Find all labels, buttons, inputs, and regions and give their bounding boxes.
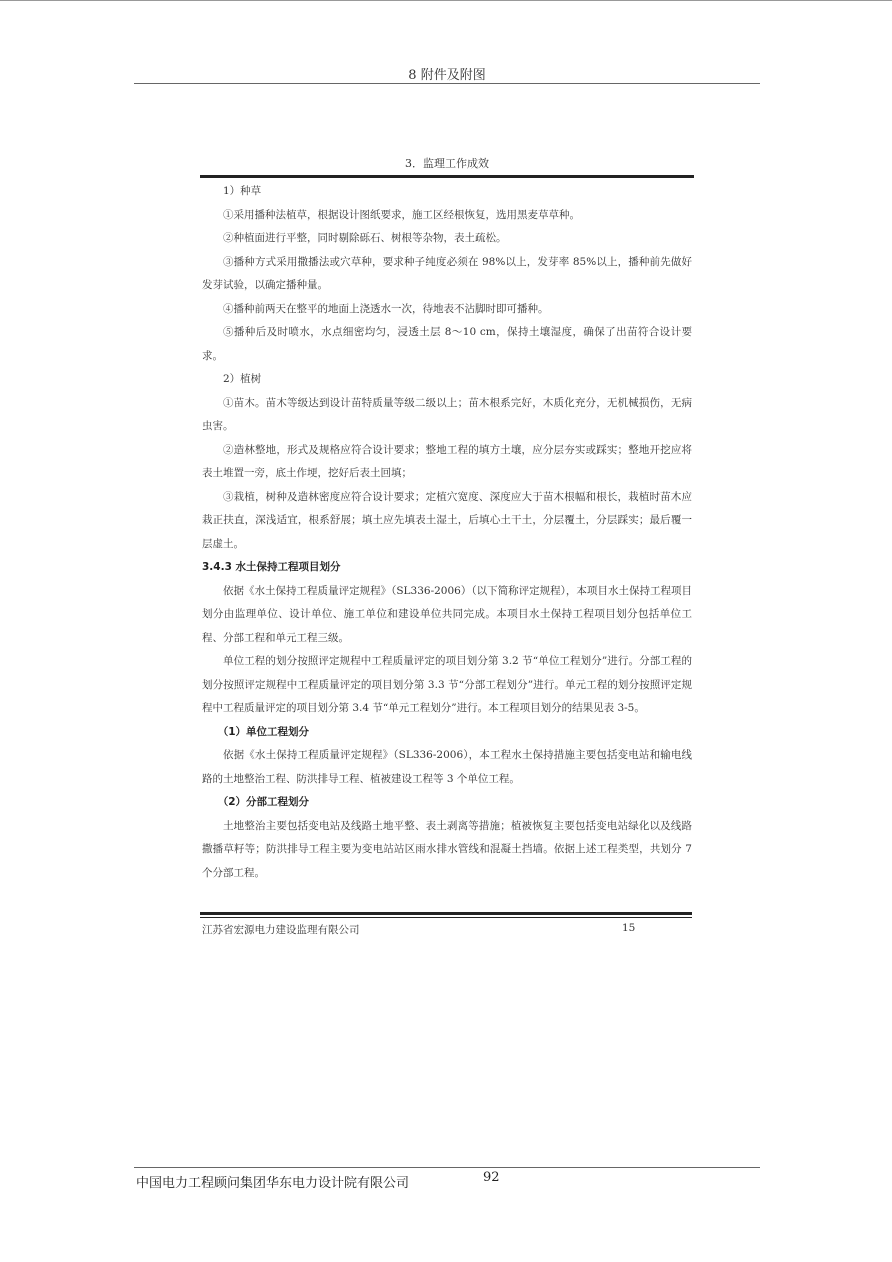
paragraph: ④播种前两天在整平的地面上浇透水一次，待地表不沾脚时即可播种。 — [223, 302, 549, 315]
paragraph: ⑤播种后及时喷水，水点细密均匀，浸透土层 8～10 cm，保持土壤湿度，确保了出苗符合设计要求。 — [202, 326, 692, 362]
header-rule — [134, 83, 760, 84]
footer-rule — [134, 1167, 760, 1168]
paragraph: 土地整治主要包括变电站及线路土地平整、表土剥离等措施；植被恢复主要包括变电站绿化以及线路撒播草籽等；防洪排导工程主要为变电站站区雨水排水管线和混凝土挡墙。依据上述工程类型，共划分 7 个分部工程。 — [202, 819, 692, 879]
paragraph: ①采用播种法植草，根据设计图纸要求，施工区经根恢复，选用黑麦草草种。 — [223, 208, 580, 221]
inner-page-content — [202, 180, 692, 885]
footer-page-number: 92 — [483, 1170, 500, 1185]
paragraph: 单位工程的划分按照评定规程中工程质量评定的项目划分第 3.2 节“单位工程划分”进行。分部工程的划分按照评定规程中工程质量评定的项目划分第 3.3 节“分部工程划分”进行。单元工程的划分按照评定规程中工程质量评定的项目划分第 3.4 节“单元工程划分”进行。本工程项目划分的结果见表 3-5。 — [202, 655, 692, 714]
paragraph: ②种植面进行平整，同时剔除砾石、树根等杂物，表土疏松。 — [223, 232, 507, 244]
inner-footer-rule-thin — [200, 917, 692, 918]
paragraph: ②造林整地，形式及规格应符合设计要求；整地工程的填方土壤，应分层夯实或踩实；整地开挖应将表土堆置一旁，底土作埂，挖好后表土回填； — [202, 443, 692, 479]
inner-footer-page-number: 15 — [622, 922, 636, 934]
section-heading: 3.4.3 水土保持工程项目划分 — [202, 561, 341, 573]
paragraph: ③栽植，树种及造林密度应符合设计要求；定植穴宽度、深度应大于苗木根幅和根长，栽植时苗木应栽正扶直，深浅适宜，根系舒展；填土应先填表土湿土，后填心土干土，分层覆土，分层踩实；最后覆一层虚土。 — [202, 490, 692, 550]
footer-company: 中国电力工程顾问集团华东电力设计院有限公司 — [136, 1176, 410, 1191]
inner-page-title: 3．监理工作成效 — [405, 157, 489, 170]
paragraph: 依据《水土保持工程质量评定规程》（SL336-2006），本工程水土保持措施主要包括变电站和输电线路的土地整治工程、防洪排导工程、植被建设工程等 3 个单位工程。 — [202, 749, 692, 785]
paragraph: 1）种草 — [223, 185, 262, 197]
paragraph: 依据《水土保持工程质量评定规程》（SL336-2006）（以下简称评定规程），本项目水土保持工程项目划分由监理单位、设计单位、施工单位和建设单位共同完成。本项目水土保持工程项目划分包括单位工程、分部工程和单元工程三级。 — [202, 584, 692, 644]
inner-footer-rule — [200, 912, 692, 915]
inner-title-rule — [200, 175, 694, 178]
paragraph: ①苗木。苗木等级达到设计苗特质量等级二级以上；苗木根系完好，木质化充分，无机械损伤，无病虫害。 — [202, 396, 692, 432]
top-border — [0, 0, 892, 1]
page-header-title: 8 附件及附图 — [408, 68, 486, 83]
paragraph: 2）植树 — [223, 373, 262, 385]
paragraph: ③播种方式采用撒播法或穴草种，要求种子纯度必须在 98%以上，发芽率 85%以上，播种前先做好发芽试验，以确定播种量。 — [202, 255, 692, 291]
subsection-heading: （2）分部工程划分 — [217, 796, 310, 808]
subsection-heading: （1）单位工程划分 — [217, 725, 310, 738]
inner-footer-company: 江苏省宏源电力建设监理有限公司 — [202, 924, 360, 936]
